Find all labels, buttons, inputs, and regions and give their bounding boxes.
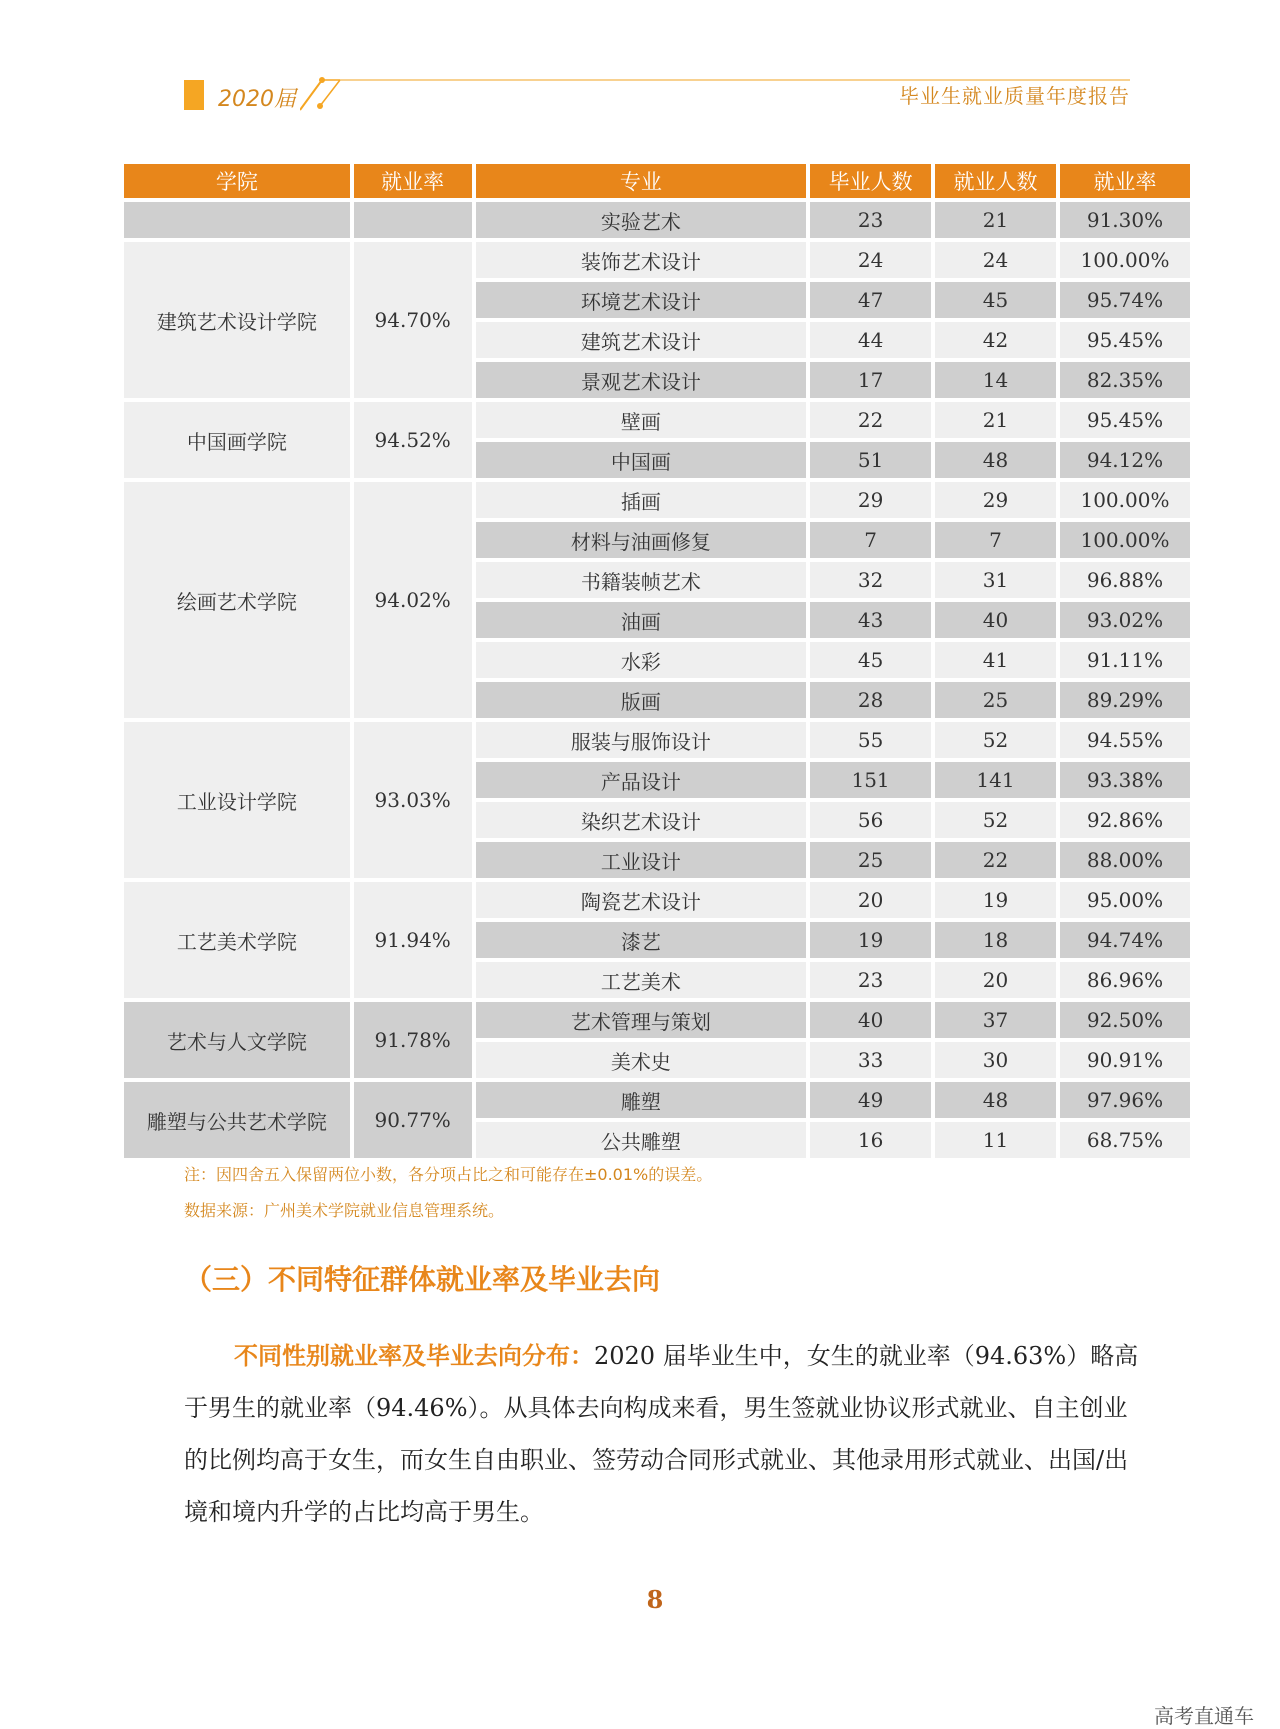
college-cell: 工业设计学院	[124, 722, 350, 878]
major-rate-cell: 86.96%	[1060, 962, 1190, 998]
major-cell: 漆艺	[476, 922, 807, 958]
employed-cell: 21	[935, 402, 1056, 438]
header-year: 2020届	[218, 87, 296, 112]
header-title: 毕业生就业质量年度报告	[899, 84, 1130, 108]
college-rate-cell: 94.52%	[354, 402, 472, 478]
paragraph-body: 2020 届毕业生中，女生的就业率（94.63%）略高于男生的就业率（94.46%）。从具体去向构成来看，男生签就业协议形式就业、自主创业的比例均高于女生，而女生自由职业、签劳动合同形式就业、其他录用形式就业、出国/出境和境内升学的占比均高于男生。	[184, 1342, 1139, 1526]
major-cell: 陶瓷艺术设计	[476, 882, 807, 918]
graduates-cell: 23	[810, 962, 931, 998]
major-cell: 美术史	[476, 1042, 807, 1078]
major-cell: 材料与油画修复	[476, 522, 807, 558]
column-header: 就业率	[1060, 164, 1190, 198]
employed-cell: 14	[935, 362, 1056, 398]
graduates-cell: 55	[810, 722, 931, 758]
table-row	[124, 482, 1190, 518]
major-rate-cell: 100.00%	[1060, 482, 1190, 518]
employed-cell: 40	[935, 602, 1056, 638]
employed-cell: 31	[935, 562, 1056, 598]
graduates-cell: 28	[810, 682, 931, 718]
major-cell: 景观艺术设计	[476, 362, 807, 398]
employed-cell: 48	[935, 442, 1056, 478]
employed-cell: 24	[935, 242, 1056, 278]
section-title: （三）不同特征群体就业率及毕业去向	[184, 1263, 661, 1296]
column-header: 专业	[476, 164, 807, 198]
college-rate-cell: 94.02%	[354, 482, 472, 718]
employed-cell: 42	[935, 322, 1056, 358]
table-note: 注：因四舍五入保留两位小数，各分项占比之和可能存在±0.01%的误差。	[184, 1165, 713, 1184]
major-cell: 艺术管理与策划	[476, 1002, 807, 1038]
employed-cell: 141	[935, 762, 1056, 798]
major-rate-cell: 91.30%	[1060, 202, 1190, 238]
college-rate-cell: 94.70%	[354, 242, 472, 398]
college-rate-cell: 91.78%	[354, 1002, 472, 1078]
major-rate-cell: 94.74%	[1060, 922, 1190, 958]
college-cell: 工艺美术学院	[124, 882, 350, 998]
college-cell: 艺术与人文学院	[124, 1002, 350, 1078]
major-rate-cell: 88.00%	[1060, 842, 1190, 878]
major-rate-cell: 96.88%	[1060, 562, 1190, 598]
graduates-cell: 32	[810, 562, 931, 598]
major-rate-cell: 82.35%	[1060, 362, 1190, 398]
college-rate-cell	[354, 202, 472, 238]
major-rate-cell: 95.45%	[1060, 322, 1190, 358]
column-header: 就业人数	[935, 164, 1056, 198]
graduates-cell: 20	[810, 882, 931, 918]
major-cell: 书籍装帧艺术	[476, 562, 807, 598]
table-row	[124, 202, 1190, 238]
employed-cell: 37	[935, 1002, 1056, 1038]
column-header: 就业率	[354, 164, 472, 198]
major-cell: 水彩	[476, 642, 807, 678]
data-source-note: 数据来源：广州美术学院就业信息管理系统。	[184, 1201, 505, 1220]
graduates-cell: 19	[810, 922, 931, 958]
employed-cell: 30	[935, 1042, 1056, 1078]
major-rate-cell: 92.50%	[1060, 1002, 1190, 1038]
graduates-cell: 43	[810, 602, 931, 638]
graduates-cell: 23	[810, 202, 931, 238]
major-cell: 雕塑	[476, 1082, 807, 1118]
major-cell: 工业设计	[476, 842, 807, 878]
major-rate-cell: 93.38%	[1060, 762, 1190, 798]
employed-cell: 52	[935, 722, 1056, 758]
major-rate-cell: 95.74%	[1060, 282, 1190, 318]
graduates-cell: 51	[810, 442, 931, 478]
employed-cell: 45	[935, 282, 1056, 318]
major-rate-cell: 95.45%	[1060, 402, 1190, 438]
graduates-cell: 25	[810, 842, 931, 878]
graduates-cell: 151	[810, 762, 931, 798]
major-cell: 建筑艺术设计	[476, 322, 807, 358]
table-header-row	[124, 164, 1190, 198]
major-cell: 装饰艺术设计	[476, 242, 807, 278]
column-header: 学院	[124, 164, 350, 198]
major-rate-cell: 68.75%	[1060, 1122, 1190, 1158]
graduates-cell: 47	[810, 282, 931, 318]
graduates-cell: 56	[810, 802, 931, 838]
watermark: 高考直通车	[1154, 1704, 1254, 1728]
table-row	[124, 722, 1190, 758]
major-cell: 中国画	[476, 442, 807, 478]
employed-cell: 19	[935, 882, 1056, 918]
college-rate-cell: 91.94%	[354, 882, 472, 998]
major-rate-cell: 100.00%	[1060, 242, 1190, 278]
major-rate-cell: 91.11%	[1060, 642, 1190, 678]
graduates-cell: 7	[810, 522, 931, 558]
employed-cell: 18	[935, 922, 1056, 958]
major-cell: 插画	[476, 482, 807, 518]
major-cell: 壁画	[476, 402, 807, 438]
college-cell: 建筑艺术设计学院	[124, 242, 350, 398]
employed-cell: 41	[935, 642, 1056, 678]
major-rate-cell: 89.29%	[1060, 682, 1190, 718]
major-cell: 油画	[476, 602, 807, 638]
major-cell: 染织艺术设计	[476, 802, 807, 838]
graduates-cell: 45	[810, 642, 931, 678]
graduates-cell: 22	[810, 402, 931, 438]
college-rate-cell: 90.77%	[354, 1082, 472, 1158]
major-rate-cell: 93.02%	[1060, 602, 1190, 638]
table-row	[124, 402, 1190, 438]
paragraph-lead: 不同性别就业率及毕业去向分布：	[234, 1342, 594, 1370]
major-cell: 实验艺术	[476, 202, 807, 238]
graduates-cell: 24	[810, 242, 931, 278]
college-rate-cell: 93.03%	[354, 722, 472, 878]
major-cell: 产品设计	[476, 762, 807, 798]
graduates-cell: 29	[810, 482, 931, 518]
college-cell	[124, 202, 350, 238]
employed-cell: 29	[935, 482, 1056, 518]
graduates-cell: 40	[810, 1002, 931, 1038]
major-cell: 环境艺术设计	[476, 282, 807, 318]
employment-table	[120, 160, 1194, 1162]
major-rate-cell: 100.00%	[1060, 522, 1190, 558]
employed-cell: 20	[935, 962, 1056, 998]
column-header: 毕业人数	[810, 164, 931, 198]
header-accent-bar	[184, 80, 204, 110]
major-rate-cell: 92.86%	[1060, 802, 1190, 838]
major-rate-cell: 90.91%	[1060, 1042, 1190, 1078]
major-cell: 公共雕塑	[476, 1122, 807, 1158]
major-cell: 服装与服饰设计	[476, 722, 807, 758]
page-number: 8	[646, 1585, 664, 1614]
employed-cell: 7	[935, 522, 1056, 558]
section-paragraph	[184, 1330, 1144, 1538]
table-row	[124, 1002, 1190, 1038]
employed-cell: 22	[935, 842, 1056, 878]
major-rate-cell: 97.96%	[1060, 1082, 1190, 1118]
graduates-cell: 49	[810, 1082, 931, 1118]
table-row	[124, 242, 1190, 278]
major-rate-cell: 94.55%	[1060, 722, 1190, 758]
graduates-cell: 33	[810, 1042, 931, 1078]
major-cell: 版画	[476, 682, 807, 718]
table-row	[124, 882, 1190, 918]
college-cell: 中国画学院	[124, 402, 350, 478]
college-cell: 雕塑与公共艺术学院	[124, 1082, 350, 1158]
table-body	[124, 202, 1190, 1158]
employed-cell: 48	[935, 1082, 1056, 1118]
major-rate-cell: 94.12%	[1060, 442, 1190, 478]
employed-cell: 52	[935, 802, 1056, 838]
college-cell: 绘画艺术学院	[124, 482, 350, 718]
employed-cell: 11	[935, 1122, 1056, 1158]
table-row	[124, 1082, 1190, 1118]
graduates-cell: 17	[810, 362, 931, 398]
graduates-cell: 16	[810, 1122, 931, 1158]
graduates-cell: 44	[810, 322, 931, 358]
employed-cell: 21	[935, 202, 1056, 238]
major-rate-cell: 95.00%	[1060, 882, 1190, 918]
employed-cell: 25	[935, 682, 1056, 718]
major-cell: 工艺美术	[476, 962, 807, 998]
